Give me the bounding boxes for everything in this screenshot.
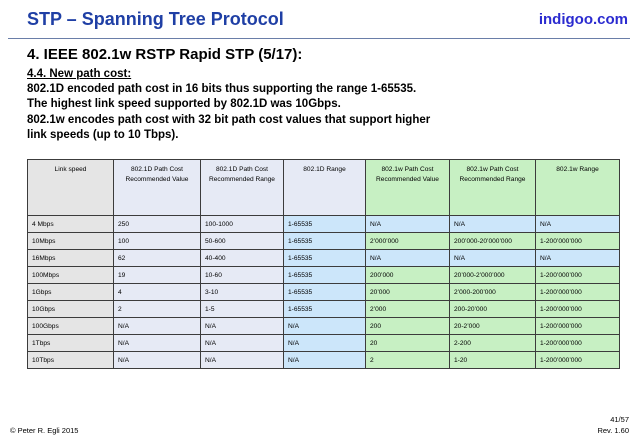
cell-d1-full-range: N/A [284, 335, 366, 352]
cell-w-range: N/A [450, 216, 536, 233]
table-header-row [28, 160, 620, 216]
col-header-link-speed: Link speed [28, 160, 114, 216]
body-line-4: link speeds (up to 10 Tbps). [27, 128, 179, 141]
cell-w-range: 20’000-2’000’000 [450, 267, 536, 284]
cell-w-value: 200’000 [366, 267, 450, 284]
cell-w-full-range: 1-200’000’000 [536, 352, 620, 369]
table-row [28, 301, 620, 318]
cell-w-range: 20-2’000 [450, 318, 536, 335]
body-line-2: The highest link speed supported by 802.1D was 10Gbps. [27, 98, 341, 111]
body-line-1: 802.1D encoded path cost in 16 bits thus supporting the range 1-65535. [27, 83, 417, 96]
slide-header [0, 0, 638, 40]
cell-d1-range: N/A [201, 318, 284, 335]
cell-d1-value: N/A [114, 335, 201, 352]
table-row [28, 318, 620, 335]
cell-w-range: N/A [450, 250, 536, 267]
cell-w-value: 200 [366, 318, 450, 335]
cell-d1-full-range: 1-65535 [284, 301, 366, 318]
table-row [28, 267, 620, 284]
col-header-d1-range: 802.1D Path Cost Recommended Range [201, 160, 284, 216]
cell-w-range: 1-20 [450, 352, 536, 369]
table-row [28, 250, 620, 267]
cell-w-full-range: 1-200’000’000 [536, 301, 620, 318]
path-cost-table [27, 159, 620, 369]
cell-d1-range: 50-600 [201, 233, 284, 250]
table-row [28, 284, 620, 301]
cell-link-speed: 100Mbps [28, 267, 114, 284]
page-info [597, 414, 629, 436]
cell-w-range: 2-200 [450, 335, 536, 352]
cell-d1-value: 100 [114, 233, 201, 250]
cell-d1-range: 10-60 [201, 267, 284, 284]
cell-link-speed: 1Gbps [28, 284, 114, 301]
table-row [28, 233, 620, 250]
cell-d1-range: 40-400 [201, 250, 284, 267]
revision: Rev. 1.60 [597, 426, 629, 435]
cell-link-speed: 4 Mbps [28, 216, 114, 233]
body-text [27, 67, 627, 143]
cell-w-value: 20 [366, 335, 450, 352]
cell-d1-value: 19 [114, 267, 201, 284]
cell-w-full-range: 1-200’000’000 [536, 233, 620, 250]
cell-link-speed: 1Tbps [28, 335, 114, 352]
cell-w-range: 2’000-200’000 [450, 284, 536, 301]
cell-w-full-range: 1-200’000’000 [536, 335, 620, 352]
cell-w-full-range: N/A [536, 216, 620, 233]
cell-d1-value: N/A [114, 352, 201, 369]
cell-w-full-range: 1-200’000’000 [536, 318, 620, 335]
cell-w-range: 200’000-20’000’000 [450, 233, 536, 250]
cell-link-speed: 10Gbps [28, 301, 114, 318]
copyright: © Peter R. Egli 2015 [10, 426, 79, 435]
page-number: 41/57 [610, 415, 629, 424]
subheading: 4.4. New path cost: [27, 68, 132, 80]
cell-link-speed: 10Mbps [28, 233, 114, 250]
brand-logo-text: indigoo.com [538, 11, 628, 28]
cell-d1-full-range: 1-65535 [284, 267, 366, 284]
cell-w-value: N/A [366, 250, 450, 267]
cell-d1-value: N/A [114, 318, 201, 335]
cell-d1-range: N/A [201, 335, 284, 352]
table-row [28, 352, 620, 369]
col-header-d1-full-range: 802.1D Range [284, 160, 366, 216]
cell-d1-full-range: 1-65535 [284, 250, 366, 267]
table-row [28, 216, 620, 233]
body-line-3: 802.1w encodes path cost with 32 bit path cost values that support higher [27, 113, 431, 126]
cell-link-speed: 16Mbps [28, 250, 114, 267]
cell-w-value: 2’000’000 [366, 233, 450, 250]
cell-link-speed: 10Tbps [28, 352, 114, 369]
cell-d1-value: 4 [114, 284, 201, 301]
cell-d1-full-range: 1-65535 [284, 233, 366, 250]
section-heading: 4. IEEE 802.1w RSTP Rapid STP (5/17): [27, 46, 303, 63]
cell-d1-value: 62 [114, 250, 201, 267]
cell-w-value: 2’000 [366, 301, 450, 318]
slide-title: STP – Spanning Tree Protocol [27, 9, 284, 29]
cell-w-full-range: 1-200’000’000 [536, 284, 620, 301]
cell-d1-range: 3-10 [201, 284, 284, 301]
cell-d1-full-range: 1-65535 [284, 216, 366, 233]
cell-d1-value: 250 [114, 216, 201, 233]
cell-w-value: N/A [366, 216, 450, 233]
table-row [28, 335, 620, 352]
cell-d1-full-range: N/A [284, 352, 366, 369]
cell-w-full-range: 1-200’000’000 [536, 267, 620, 284]
cell-d1-value: 2 [114, 301, 201, 318]
cell-w-value: 2 [366, 352, 450, 369]
cell-w-value: 20’000 [366, 284, 450, 301]
col-header-w-range: 802.1w Path Cost Recommended Range [450, 160, 536, 216]
cell-w-full-range: N/A [536, 250, 620, 267]
cell-link-speed: 100Gbps [28, 318, 114, 335]
cell-d1-full-range: N/A [284, 318, 366, 335]
header-divider [8, 38, 630, 39]
col-header-d1-value: 802.1D Path Cost Recommended Value [114, 160, 201, 216]
cell-d1-range: 100-1000 [201, 216, 284, 233]
cell-d1-range: 1-5 [201, 301, 284, 318]
cell-w-range: 200-20’000 [450, 301, 536, 318]
table-body [28, 216, 620, 369]
cell-d1-full-range: 1-65535 [284, 284, 366, 301]
col-header-w-value: 802.1w Path Cost Recommended Value [366, 160, 450, 216]
col-header-w-full-range: 802.1w Range [536, 160, 620, 216]
cell-d1-range: N/A [201, 352, 284, 369]
